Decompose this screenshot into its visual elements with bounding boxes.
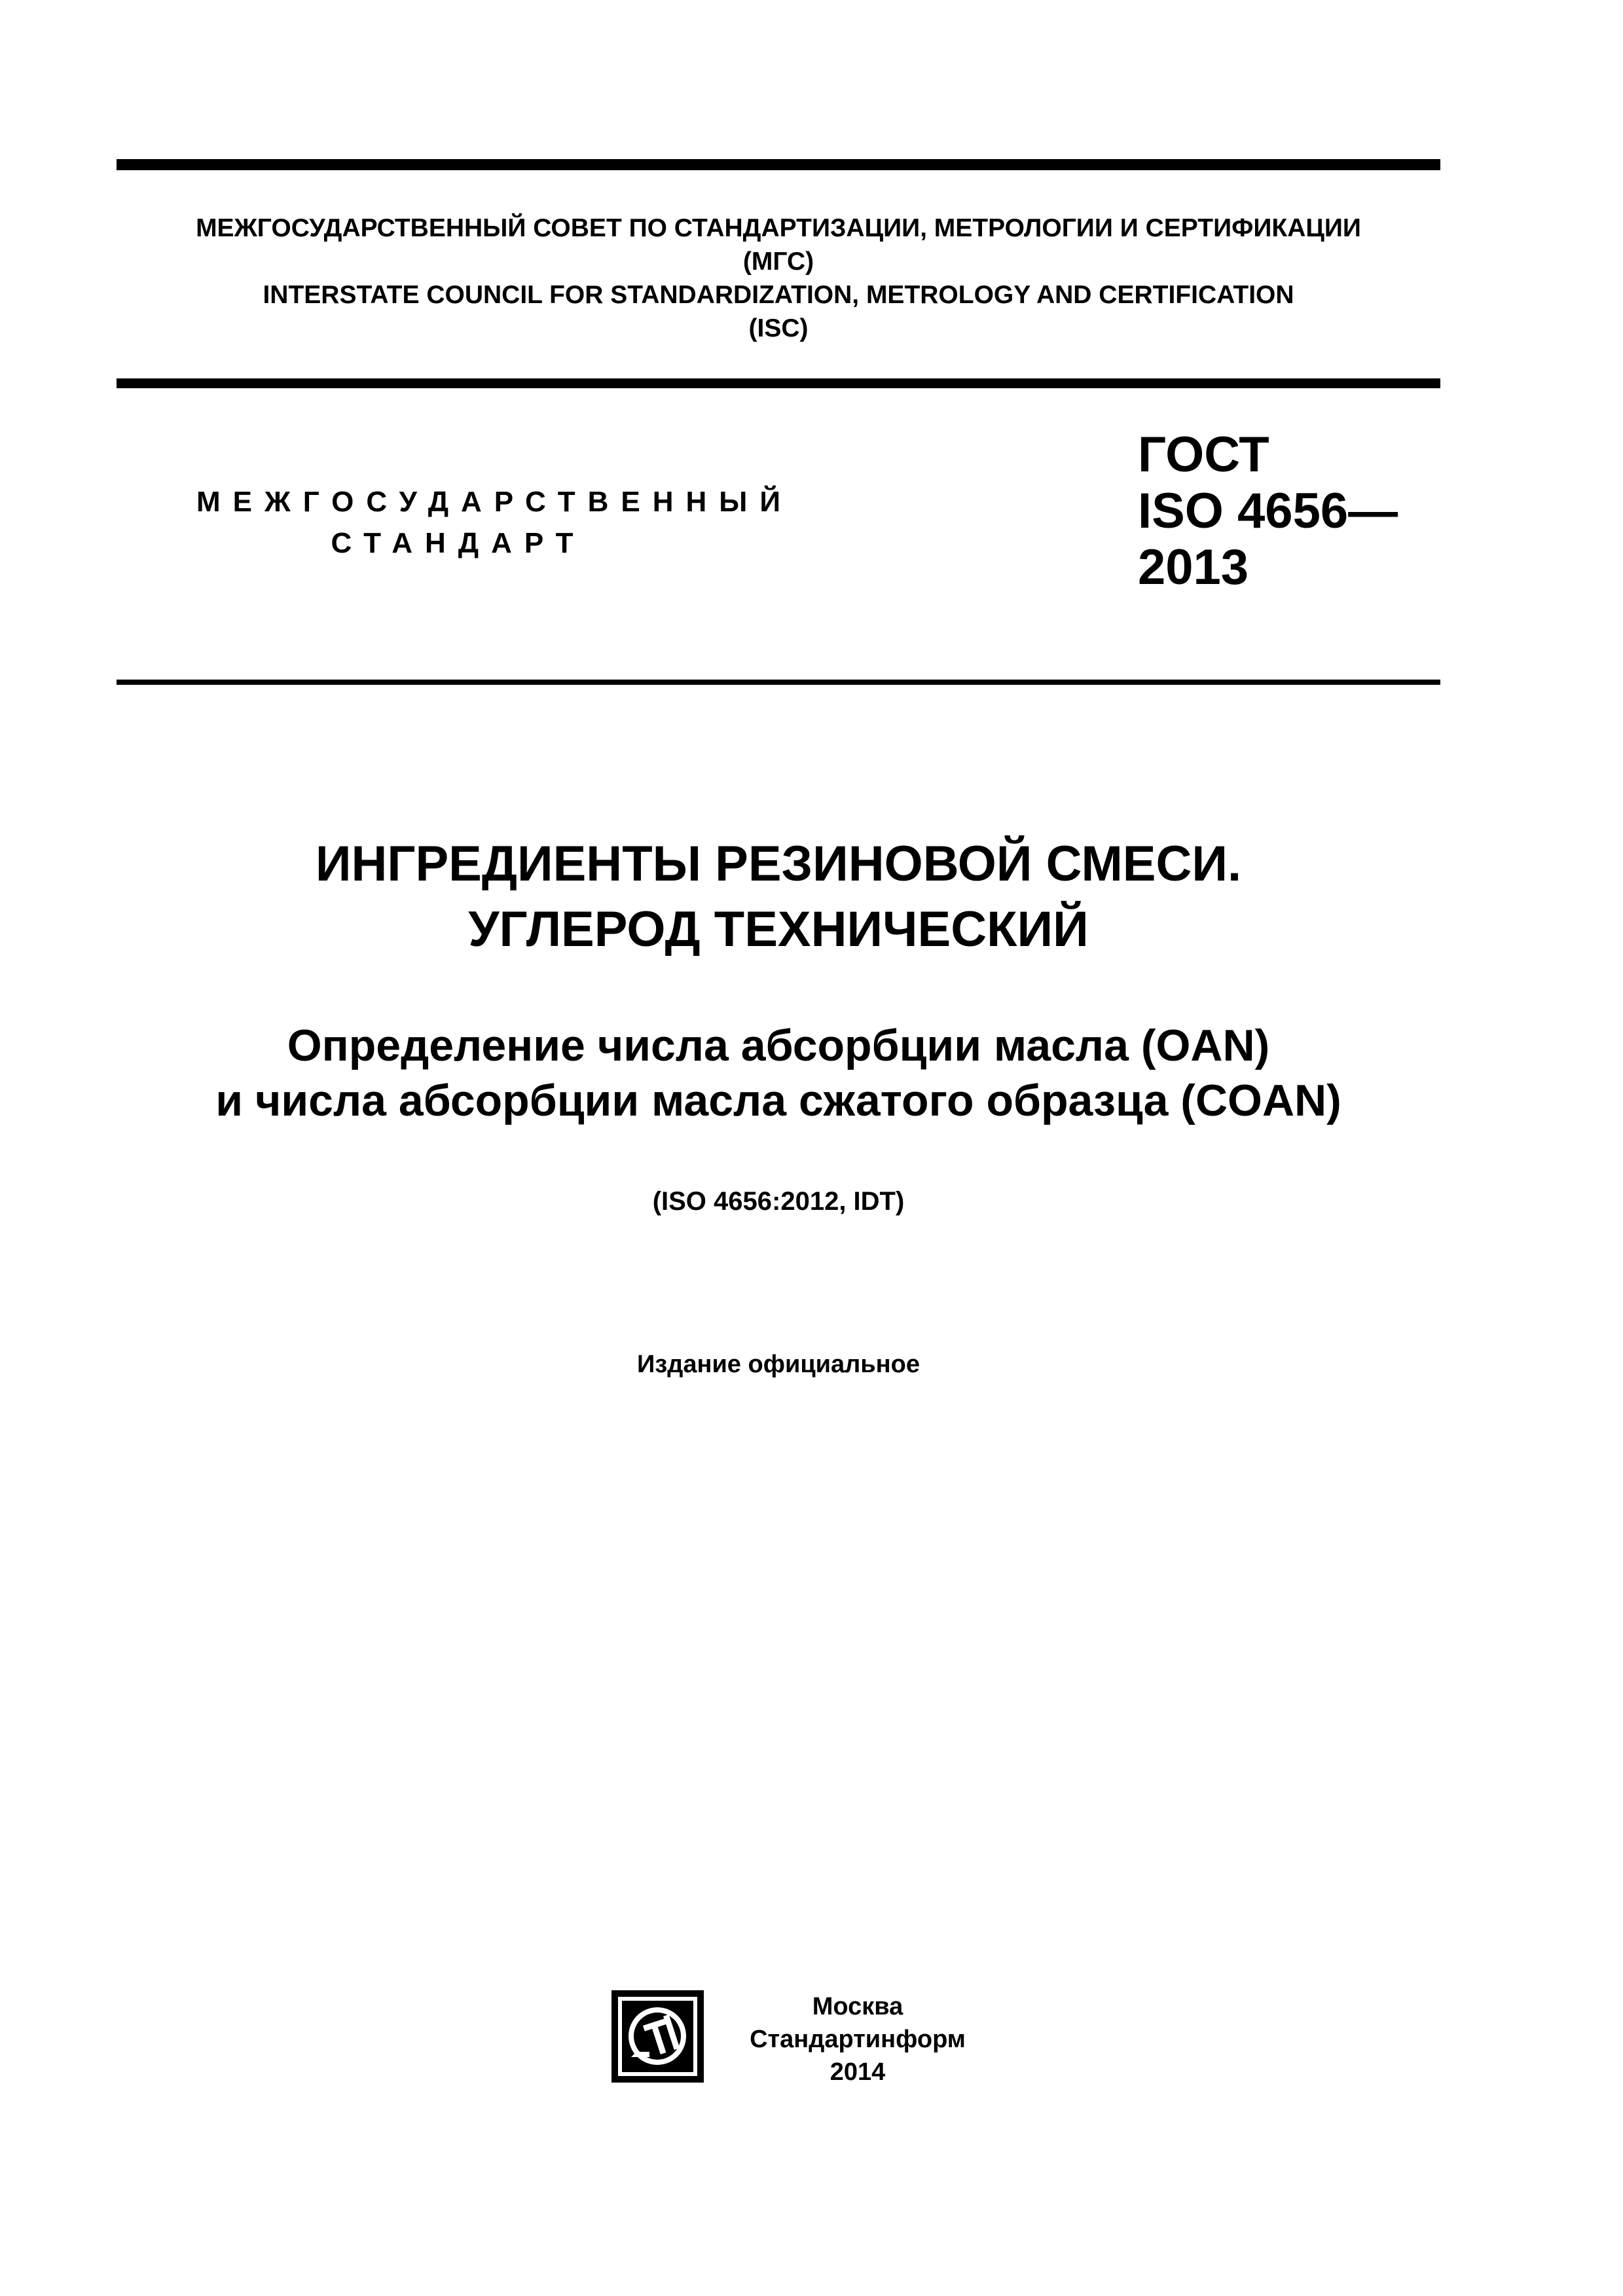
- publisher-block: [720, 1990, 995, 2088]
- standard-designation: [1138, 427, 1398, 596]
- standard-type-line2: СТАНДАРТ: [331, 527, 586, 559]
- standard-type: [196, 481, 793, 564]
- designation-line2: ISO 4656—: [1138, 483, 1398, 539]
- council-name-ru: МЕЖГОСУДАРСТВЕННЫЙ СОВЕТ ПО СТАНДАРТИЗАЦИИ, МЕТРОЛОГИИ И СЕРТИФИКАЦИИ: [196, 214, 1361, 242]
- title-line1: ИНГРЕДИЕНТЫ РЕЗИНОВОЙ СМЕСИ.: [315, 836, 1242, 892]
- council-name-en: INTERSTATE COUNCIL FOR STANDARDIZATION, METROLOGY AND CERTIFICATION: [263, 281, 1294, 309]
- publisher-city: Москва: [812, 1993, 903, 2020]
- council-abbr-en: (ISC): [748, 314, 809, 342]
- designation-divider: [117, 680, 1440, 685]
- subtitle-line2: и числа абсорбции масла сжатого образца (COAN): [215, 1076, 1341, 1125]
- iso-reference: (ISO 4656:2012, IDT): [652, 1187, 905, 1216]
- header-divider: [117, 378, 1440, 388]
- document-subtitle: [117, 1018, 1440, 1128]
- designation-line1: ГОСТ: [1138, 427, 1269, 483]
- publisher-year: 2014: [830, 2058, 886, 2086]
- council-abbr-ru: (МГС): [742, 247, 814, 276]
- title-line2: УГЛЕРОД ТЕХНИЧЕСКИЙ: [468, 902, 1089, 957]
- council-header: [117, 211, 1440, 345]
- edition-label: Издание официальное: [637, 1351, 920, 1378]
- standard-type-line1: МЕЖГОСУДАРСТВЕННЫЙ: [196, 486, 793, 518]
- standartinform-logo-icon: [610, 1989, 705, 2084]
- top-divider: [117, 159, 1440, 170]
- publisher-name: Стандартинформ: [750, 2026, 966, 2053]
- designation-line3: 2013: [1138, 539, 1249, 595]
- document-title: [117, 831, 1440, 962]
- subtitle-line1: Определение числа абсорбции масла (OAN): [287, 1021, 1270, 1070]
